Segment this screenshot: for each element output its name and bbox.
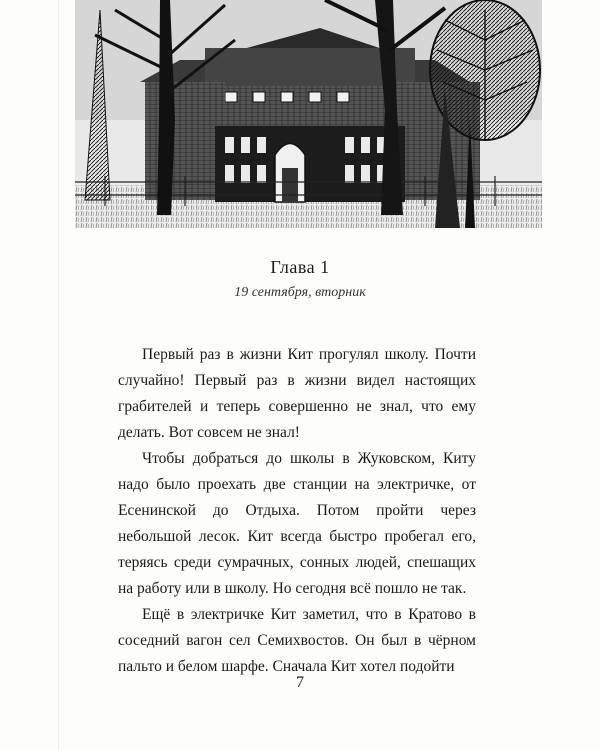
- paragraph: Первый раз в жизни Кит прогулял школу. Почти случайно! Первый раз в жизни видел настоящих грабителей и теперь совершенно не знал, что ему делать. Вот совсем не знал!: [118, 346, 476, 441]
- paragraph: Ещё в электричке Кит заметил, что в Кратово в соседний вагон сел Семихвостов. Он был в чёрном пальто и белом шарфе. Сначала Кит хотел подойти: [118, 606, 476, 675]
- school-building-with-trees-engraving-icon: [75, 0, 542, 228]
- chapter-title: Глава 1: [270, 257, 330, 277]
- page-number: 7: [296, 674, 304, 691]
- paragraph: Чтобы добраться до школы в Жуковском, Киту надо было проехать две станции на электричке, от Есенинской до Отдыха. Потом пройти через небольшой лесок. Кит всегда быстро пробегал его, теряясь среди сумрачных, сонных людей, спешащих на работу или в школу. Но сегодня всё пошло не так.: [118, 450, 476, 597]
- chapter-body: [118, 342, 476, 680]
- chapter-date: 19 сентября, вторник: [234, 285, 366, 300]
- page-gutter-shadow: [58, 0, 60, 750]
